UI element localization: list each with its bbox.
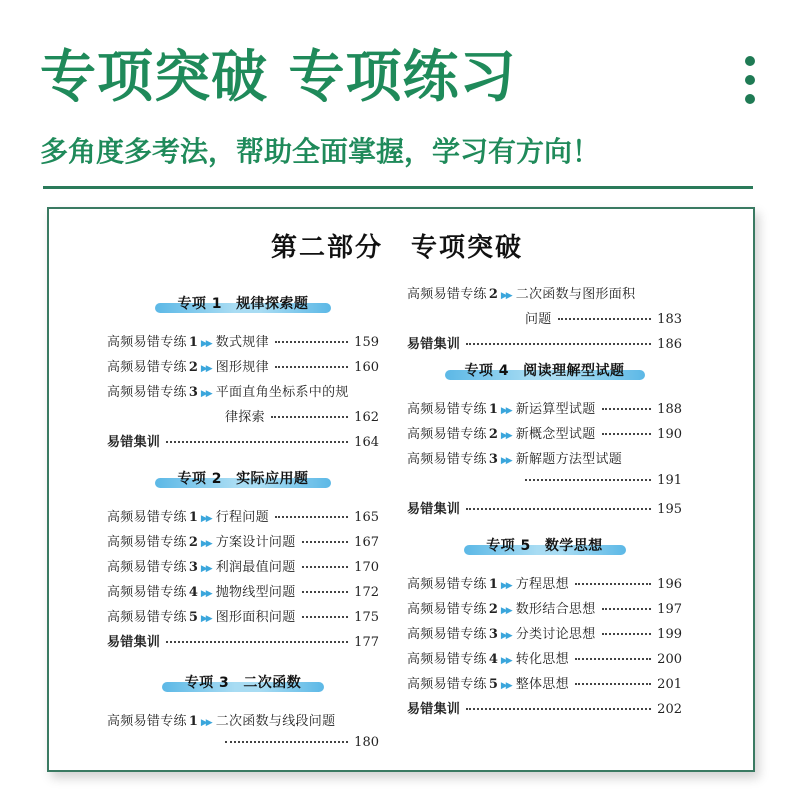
page-number: 180: [354, 735, 379, 750]
entry-index: 5: [188, 610, 198, 625]
summary-title: 易错集训: [407, 337, 461, 352]
entry-index: 1: [188, 335, 198, 350]
section-header-1: [107, 293, 379, 317]
toc-entry[interactable]: [407, 623, 682, 648]
double-arrow-icon: ▶▶: [500, 431, 511, 441]
section-name: 数学思想: [544, 538, 603, 554]
entry-prefix: 高频易错专练: [407, 427, 487, 442]
toc-summary[interactable]: [407, 698, 682, 723]
double-arrow-icon: ▶▶: [500, 581, 511, 591]
page-number: 200: [657, 652, 682, 667]
page-number: 172: [354, 585, 379, 600]
double-arrow-icon: ▶▶: [500, 291, 511, 301]
toc-entry[interactable]: [407, 573, 682, 598]
hero-title: 专项突破 专项练习: [40, 45, 517, 110]
dot-leader: [558, 318, 652, 320]
section-header-5: [407, 535, 682, 559]
entry-title: 转化思想: [515, 652, 569, 667]
dot-leader: [302, 591, 349, 593]
page-number: 201: [657, 677, 682, 692]
dot-leader: [225, 741, 348, 743]
section-name: 阅读理解型试题: [523, 363, 625, 379]
entry-prefix: 高频易错专练: [407, 577, 487, 592]
dot-leader: [275, 366, 348, 368]
double-arrow-icon: ▶▶: [500, 631, 511, 641]
summary-title: 易错集训: [107, 435, 161, 450]
double-arrow-icon: ▶▶: [200, 718, 211, 728]
section-number: 专项 2: [177, 471, 223, 487]
toc-entry[interactable]: [107, 356, 379, 381]
entry-prefix: 高频易错专练: [407, 402, 487, 417]
toc-entry[interactable]: [107, 710, 379, 735]
toc-entry[interactable]: [107, 381, 379, 406]
dot-leader: [302, 566, 349, 568]
entry-index: 2: [488, 602, 498, 617]
dot: [745, 75, 755, 85]
toc-entry-continuation[interactable]: [407, 473, 682, 498]
double-arrow-icon: ▶▶: [200, 614, 211, 624]
page-number: 197: [657, 602, 682, 617]
section-number: 专项 3: [184, 675, 230, 691]
toc-entry-continuation[interactable]: [107, 406, 379, 431]
summary-title: 易错集训: [107, 635, 161, 650]
entry-title: 方案设计问题: [215, 535, 296, 550]
dot-leader: [271, 416, 348, 418]
page-number: 186: [657, 337, 682, 352]
page-number: 162: [354, 410, 379, 425]
page-number: 167: [354, 535, 379, 550]
entry-prefix: 高频易错专练: [407, 452, 487, 467]
entry-title: 平面直角坐标系中的规: [215, 385, 349, 400]
entry-title: 方程思想: [515, 577, 569, 592]
entry-prefix: 高频易错专练: [107, 510, 187, 525]
entry-index: 1: [488, 402, 498, 417]
page-number: 191: [657, 473, 682, 488]
toc-entry[interactable]: [107, 556, 379, 581]
double-arrow-icon: ▶▶: [500, 456, 511, 466]
section-name: 规律探索题: [236, 296, 309, 312]
dot-leader: [275, 516, 348, 518]
toc-entry[interactable]: [407, 398, 682, 423]
toc-left-column: [107, 289, 379, 760]
entry-index: 3: [188, 385, 198, 400]
page-number: 164: [354, 435, 379, 450]
page-number: 183: [657, 312, 682, 327]
page-number: 188: [657, 402, 682, 417]
dot-leader: [466, 508, 651, 510]
double-arrow-icon: ▶▶: [500, 656, 511, 666]
entry-title: 行程问题: [215, 510, 269, 525]
entry-index: 1: [188, 510, 198, 525]
double-arrow-icon: ▶▶: [500, 606, 511, 616]
dot-leader: [575, 658, 651, 660]
entry-prefix: 高频易错专练: [107, 335, 187, 350]
dot-leader: [575, 583, 651, 585]
entry-title: 数形结合思想: [515, 602, 596, 617]
page-number: 165: [354, 510, 379, 525]
entry-index: 2: [488, 427, 498, 442]
entry-prefix: 高频易错专练: [407, 652, 487, 667]
dot-leader: [166, 641, 348, 643]
toc-entry-continuation[interactable]: [407, 308, 682, 333]
toc-entry[interactable]: [107, 581, 379, 606]
toc-entry[interactable]: [407, 598, 682, 623]
entry-index: 5: [488, 677, 498, 692]
double-arrow-icon: ▶▶: [200, 564, 211, 574]
entry-index: 2: [188, 535, 198, 550]
entry-title: 新运算型试题: [515, 402, 596, 417]
entry-prefix: 高频易错专练: [407, 602, 487, 617]
toc-summary[interactable]: [107, 631, 379, 656]
entry-prefix: 高频易错专练: [407, 627, 487, 642]
entry-title-cont: 问题: [525, 312, 552, 327]
entry-title: 分类讨论思想: [515, 627, 596, 642]
entry-prefix: 高频易错专练: [107, 585, 187, 600]
section-header-2: [107, 468, 379, 492]
entry-index: 1: [488, 577, 498, 592]
toc-page: [47, 207, 755, 772]
entry-title: 抛物线型问题: [215, 585, 296, 600]
hero-subtitle: 多角度多考法，帮助全面掌握，学习有方向！: [40, 135, 601, 168]
entry-prefix: 高频易错专练: [107, 535, 187, 550]
entry-index: 4: [188, 585, 198, 600]
part-label: 第二部分: [271, 233, 384, 263]
entry-index: 1: [188, 714, 198, 729]
page-number: 202: [657, 702, 682, 717]
entry-title: 新概念型试题: [515, 427, 596, 442]
toc-entry[interactable]: [407, 448, 682, 473]
dot-leader: [525, 479, 651, 481]
entry-prefix: 高频易错专练: [107, 360, 187, 375]
page-number: 190: [657, 427, 682, 442]
toc-entry[interactable]: [407, 423, 682, 448]
double-arrow-icon: ▶▶: [200, 589, 211, 599]
entry-title: 新解题方法型试题: [515, 452, 623, 467]
double-arrow-icon: ▶▶: [200, 364, 211, 374]
dot-leader: [602, 408, 652, 410]
toc-entry[interactable]: [107, 531, 379, 556]
section-number: 专项 4: [464, 363, 510, 379]
dot-leader: [302, 616, 349, 618]
page-number: 196: [657, 577, 682, 592]
double-arrow-icon: ▶▶: [500, 406, 511, 416]
toc-summary[interactable]: [407, 498, 682, 523]
summary-title: 易错集训: [407, 502, 461, 517]
entry-prefix: 高频易错专练: [107, 610, 187, 625]
page-number: 160: [354, 360, 379, 375]
entry-index: 3: [488, 627, 498, 642]
dot-leader: [602, 608, 652, 610]
dot-leader: [302, 541, 349, 543]
entry-prefix: 高频易错专练: [107, 714, 187, 729]
page-number: 199: [657, 627, 682, 642]
entry-title: 二次函数与图形面积: [515, 287, 636, 302]
entry-index: 3: [488, 452, 498, 467]
entry-title-cont: 律探索: [225, 410, 265, 425]
double-arrow-icon: ▶▶: [200, 539, 211, 549]
section-name: 二次函数: [243, 675, 302, 691]
entry-index: 2: [188, 360, 198, 375]
toc-summary[interactable]: [407, 333, 682, 358]
toc-summary[interactable]: [107, 431, 379, 456]
toc-entry[interactable]: [107, 606, 379, 631]
page-number: 159: [354, 335, 379, 350]
entry-index: 3: [188, 560, 198, 575]
dot: [745, 94, 755, 104]
dot-leader: [466, 708, 651, 710]
entry-title: 利润最值问题: [215, 560, 296, 575]
double-arrow-icon: ▶▶: [200, 514, 211, 524]
section-name: 实际应用题: [236, 471, 309, 487]
entry-index: 4: [488, 652, 498, 667]
dot-leader: [466, 343, 651, 345]
dot-leader: [602, 633, 652, 635]
entry-prefix: 高频易错专练: [107, 385, 187, 400]
dot-leader: [575, 683, 651, 685]
double-arrow-icon: ▶▶: [500, 681, 511, 691]
entry-title: 二次函数与线段问题: [215, 714, 336, 729]
section-number: 专项 5: [486, 538, 531, 554]
toc-entry[interactable]: [407, 673, 682, 698]
dot: [745, 56, 755, 66]
section-number: 专项 1: [177, 296, 223, 312]
summary-title: 易错集训: [407, 702, 461, 717]
toc-entry[interactable]: [107, 331, 379, 356]
page-number: 195: [657, 502, 682, 517]
dot-leader: [275, 341, 348, 343]
dot-leader: [602, 433, 652, 435]
dot-leader: [166, 441, 348, 443]
page-number: 170: [354, 560, 379, 575]
vertical-dots-icon[interactable]: [745, 56, 757, 113]
page-number: 175: [354, 610, 379, 625]
toc-entry-continuation[interactable]: [107, 735, 379, 760]
entry-title: 图形规律: [215, 360, 269, 375]
entry-title: 图形面积问题: [215, 610, 296, 625]
entry-prefix: 高频易错专练: [407, 287, 487, 302]
entry-title: 整体思想: [515, 677, 569, 692]
entry-index: 2: [488, 287, 498, 302]
toc-right-column: [407, 283, 682, 723]
entry-prefix: 高频易错专练: [407, 677, 487, 692]
double-arrow-icon: ▶▶: [200, 339, 211, 349]
part-name: 专项突破: [411, 233, 524, 263]
double-arrow-icon: ▶▶: [200, 389, 211, 399]
part-title: [271, 227, 523, 264]
entry-title: 数式规律: [215, 335, 269, 350]
page-number: 177: [354, 635, 379, 650]
section-header-3: [107, 672, 379, 696]
toc-entry[interactable]: [107, 506, 379, 531]
toc-entry[interactable]: [407, 283, 682, 308]
divider: [43, 186, 753, 189]
section-header-4: [407, 360, 682, 384]
toc-entry[interactable]: [407, 648, 682, 673]
entry-prefix: 高频易错专练: [107, 560, 187, 575]
